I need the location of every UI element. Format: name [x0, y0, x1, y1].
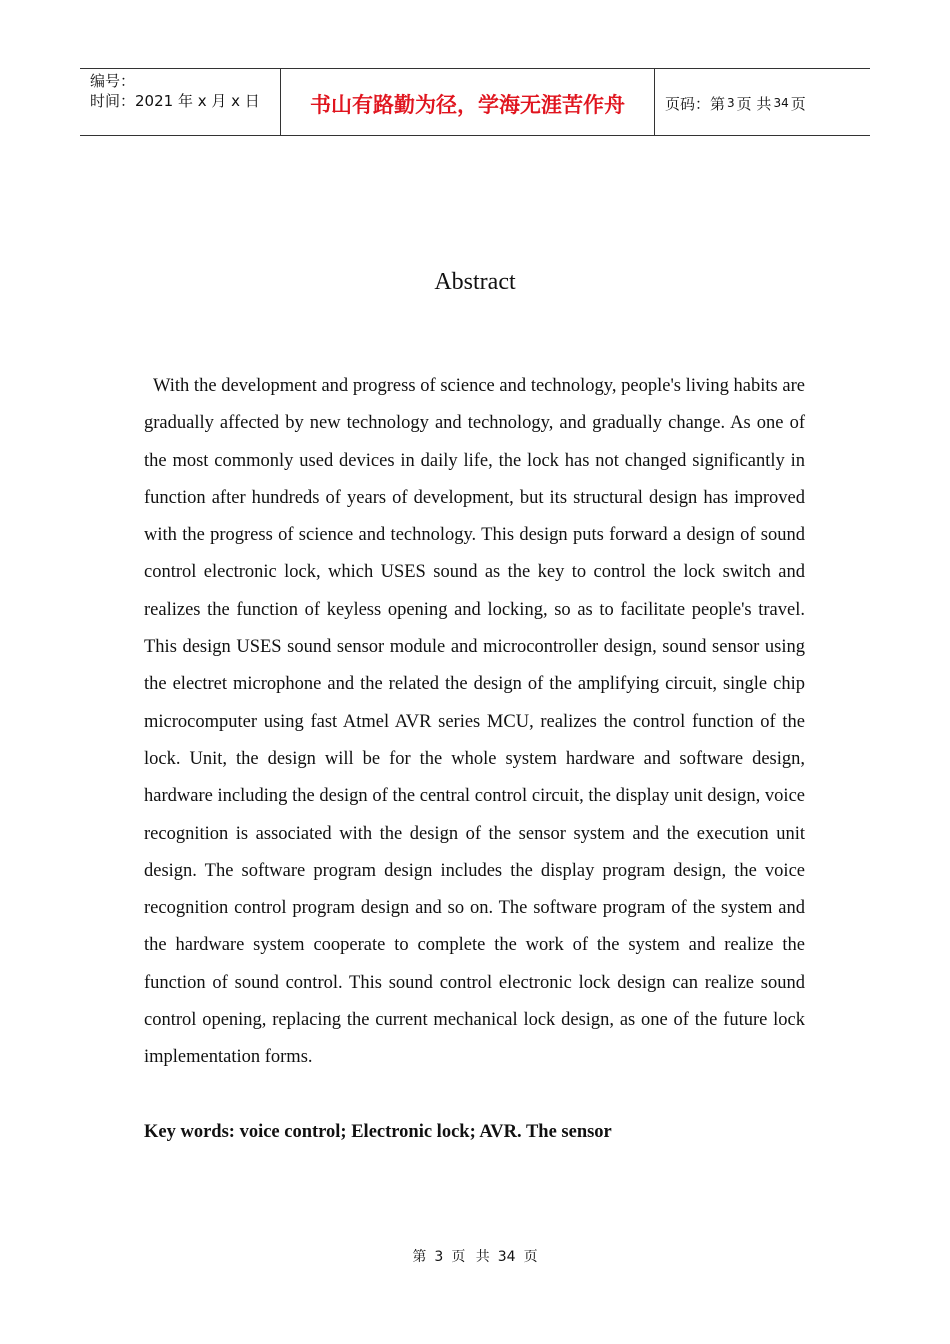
footer-prefix: 第: [412, 1249, 427, 1265]
footer-total: 34: [497, 1249, 516, 1265]
serial-number-label: 编号：: [90, 72, 136, 90]
footer-mid: 页 共: [451, 1249, 490, 1265]
date-label: 时间：2021 年 x 月 x 日: [90, 92, 260, 110]
page-footer: [0, 1246, 950, 1266]
header-page-info: [655, 69, 870, 135]
page-title: Abstract: [434, 269, 516, 295]
keywords-line: Key words: voice control; Electronic lock; AVR. The sensor: [144, 1122, 612, 1142]
footer-current: 3: [434, 1249, 444, 1265]
page-total: 34: [773, 96, 789, 110]
page-prefix: 页码：第: [665, 94, 726, 113]
page-current: 3: [727, 96, 735, 110]
page-suffix: 页: [790, 94, 806, 113]
page-mid: 页 共: [736, 94, 772, 113]
footer-suffix: 页: [523, 1249, 538, 1265]
abstract-paragraph: With the development and progress of science and technology, people's living habits are gradually affected by new technology and technology, and gradually change. As one of the most commonly used devices in daily life, the lock has not changed significantly in function after hundreds of years of development, but its structural design has improved with the progress of science and technology. This design puts forward a design of sound control electronic lock, which USES sound as the key to control the lock switch and realizes the function of keyless opening and locking, so as to facilitate people's travel. This design USES sound sensor module and microcontroller design, sound sensor using the electret microphone and the related the design of the amplifying circuit, single chip microcomputer using fast Atmel AVR series MCU, realizes the control function of the lock. Unit, the design will be for the whole system hardware and software design, hardware including the design of the central control circuit, the display unit design, voice recognition is associated with the design of the sensor system and the execution unit design. The software program design includes the display program design, the voice recognition control program design and so on. The software program of the system and the hardware system cooperate to complete the work of the system and realize the function of sound control. This sound control electronic lock design can realize sound control opening, replacing the current mechanical lock design, as one of the future lock implementation forms.: [144, 376, 805, 1068]
page-header: [80, 68, 870, 136]
header-meta: [80, 69, 281, 135]
header-motto: 书山有路勤为径，学海无涯苦作舟: [281, 69, 655, 135]
